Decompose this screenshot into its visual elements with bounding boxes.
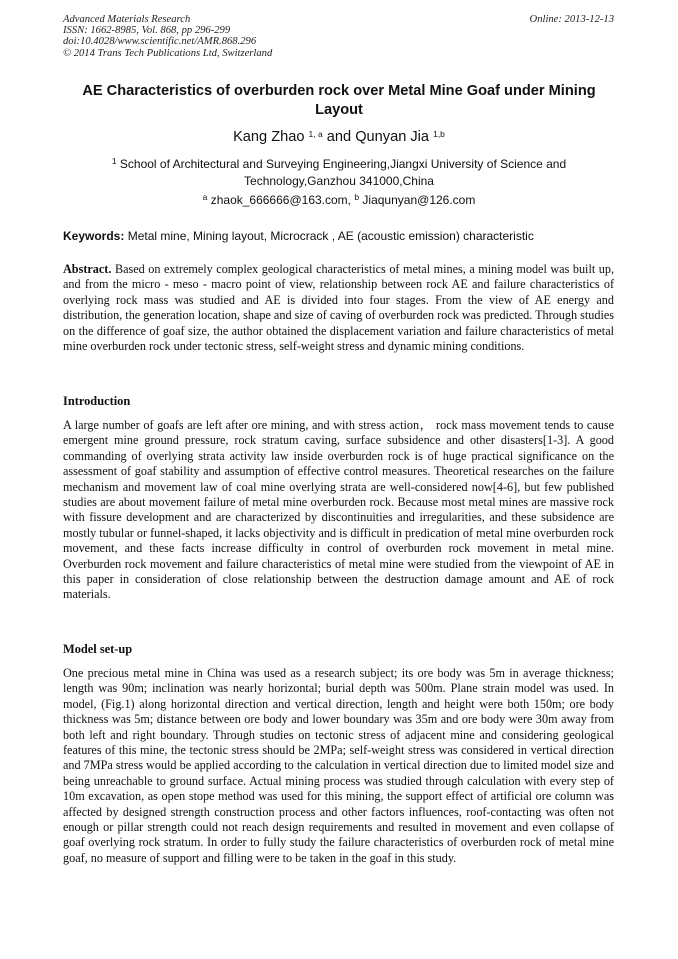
keywords-text: Metal mine, Mining layout, Microcrack , AE (acoustic emission) characteristic (127, 229, 534, 243)
section-paragraph: A large number of goafs are left after ore mining, and with stress action， rock mass movement tends to cause emergent mine ground pressure, rock stratum caving, surface subsidence and other disasters[1-3]. A good commanding of overlying strata activity law inside overburden rock is of huge practical significance on the assessment of goaf stability and assumption of effective control measures. Theoretical researches on the failure mechanism and movement law of coal mine overlying strata are well-considered now[4-6], but few published studies are about movement failure of metal mine overburden rock. Because most metal mines are massive rock with fissure development and are characterized by discontinuities and irregularities, and these subsidence are mostly tubular or funnel-shaped, it lacks objectivity and is difficult in predication of metal mine overburden rock movement, and these facts increase difficulty in control of overburden rock movement in metal mine. Overburden rock movement and failure characteristics of metal mine were studied from the viewpoint of AE in this paper in consideration of close relationship between the destruction damage amount and AE of rock materials. (63, 418, 614, 602)
copyright-line: © 2014 Trans Tech Publications Ltd, Switzerland (63, 47, 273, 59)
affiliation-text: School of Architectural and Surveying Engineering,Jiangxi University of Science and Technology,Ganzhou 341000,China (119, 157, 567, 188)
affiliation-superscript: 1 (111, 156, 117, 166)
keywords-label: Keywords: (63, 229, 125, 243)
author-superscript: 1, a (308, 129, 323, 139)
author-name: Kang Zhao (233, 129, 305, 145)
section-heading: Model set-up (63, 642, 133, 656)
abstract-label: Abstract. (63, 262, 112, 276)
online-date: Online: 2013-12-13 (529, 14, 614, 25)
doi-line: doi:10.4028/www.scientific.net/AMR.868.296 (63, 36, 257, 48)
section-paragraph: One precious metal mine in China was used as a research subject; its ore body was 5m in average thickness; length was 90m; inclination was nearly horizontal; burial depth was 500m. Plane strain model was used. In model, (Fig.1) along horizontal direction and vertical direction, length and height were both 150m; ore body thickness was 5m; distance between ore body and lower boundary was 35m and ore body were 30m away from both left and right boundary. Through studies on tectonic stress of adjacent mine and considering geological features of this mine, the tectonic stress should be 2MPa; self-weight stress was considered in vertical direction and 7MPa stress would be applied according to the calculation in vertical direction due to limited model size and being unreachable to ground surface. Actual mining process was studied through calculation with every step of 10m excavation, as open stope method was used for this mining, the support effect of artificial ore column was affected by designed strength construction process and other factors influences, roof-contacting was often not enough or pillar strength could not reach design requirements and resulted in movement and even collapse of goaf overlying rock stratum. In order to fully study the failure characteristics of overburden rock of metal mine goaf, no measure of support and filling were to be taken in the goaf in this study. (63, 666, 614, 865)
journal-name: Advanced Materials Research (63, 14, 191, 25)
email-address: zhaok_666666@163.com, (210, 193, 351, 207)
author-joiner: and (322, 129, 356, 145)
abstract-text: Based on extremely complex geological characteristics of metal mines, a mining model was built up, and from the micro - meso - macro point of view, relationship between rock AE and failure characteristics of overlying rock mass was studied and AE is divided into four stages. From the view of AE energy and distribution, the generation location, shape and size of caving of overburden rock was predicted. Through studies on the difference of goaf size, the author obtained the displacement variation and failure characteristics of metal mine overburden rock under tectonic stress, self-weight stress and dynamic mining conditions. (63, 262, 614, 354)
keywords (63, 229, 615, 244)
journal-header (63, 14, 272, 59)
paper-title: AE Characteristics of overburden rock over Metal Mine Goaf under Mining Layout (82, 83, 596, 118)
email-superscript: a (202, 192, 208, 202)
issn-line: ISSN: 1662-8985, Vol. 868, pp 296-299 (63, 25, 231, 37)
email-address: Jiaqunyan@126.com (362, 193, 476, 207)
email-superscript: b (354, 192, 360, 202)
author-name: Qunyan Jia (355, 129, 430, 145)
affiliation (90, 156, 588, 190)
abstract (63, 262, 614, 354)
author-line (63, 128, 615, 146)
section-heading: Introduction (63, 394, 131, 408)
email-line (63, 192, 615, 208)
author-superscript: 1,b (433, 129, 445, 139)
